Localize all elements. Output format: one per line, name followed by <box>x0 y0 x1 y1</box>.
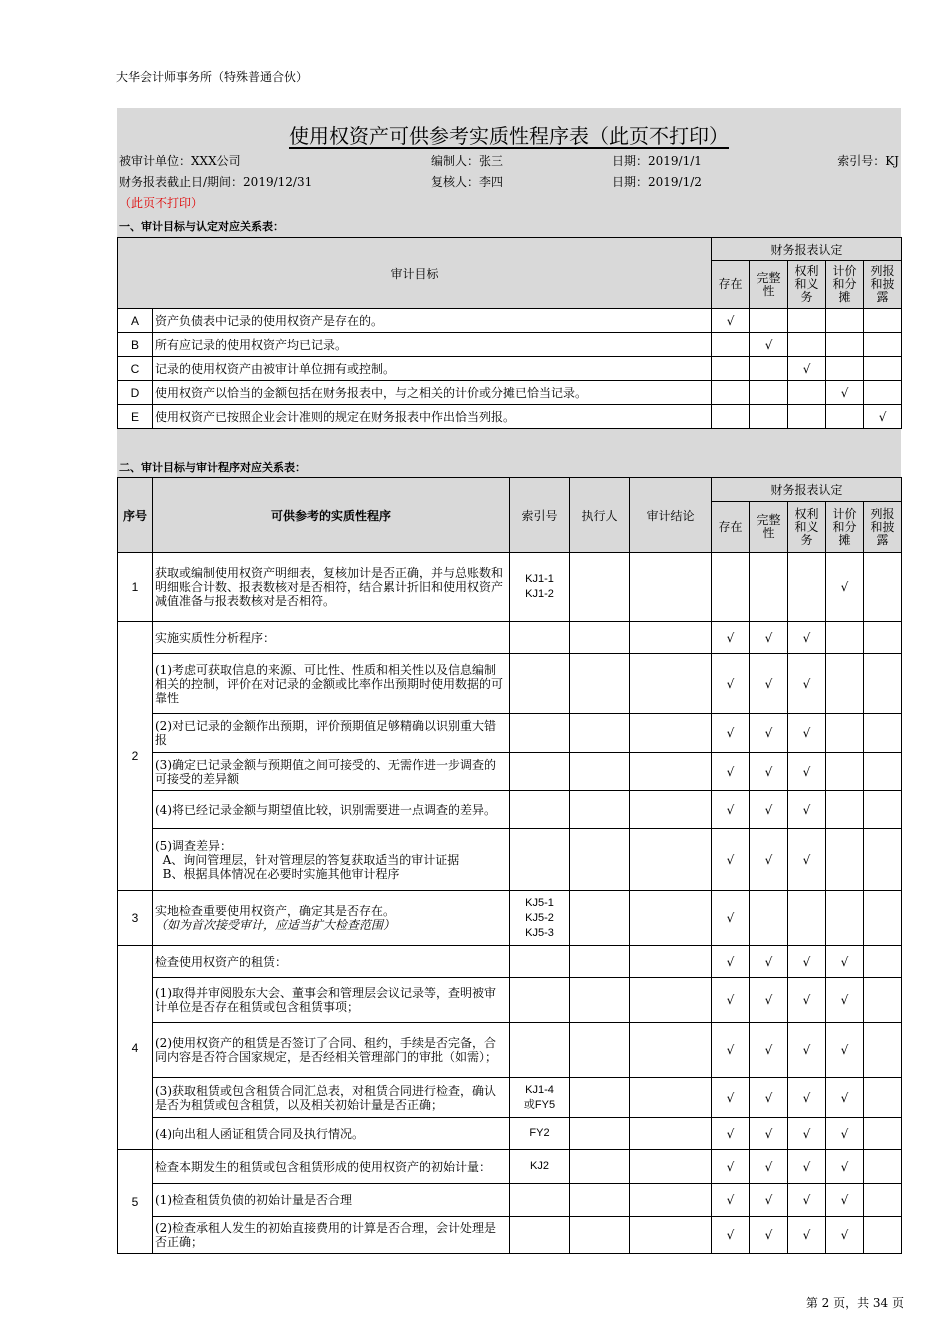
procedure-text <box>153 714 510 753</box>
procedure-text <box>153 1078 510 1118</box>
check-mark <box>750 553 788 622</box>
conclusion-cell <box>630 891 712 946</box>
check-mark <box>864 946 902 978</box>
check-mark <box>826 829 864 891</box>
procedure-index <box>510 622 570 654</box>
procedure-text-main: 检查本期发生的租赁或包含租赁形成的使用权资产的初始计量： <box>155 1159 492 1174</box>
procedure-text <box>153 553 510 622</box>
no-print-note: （此页不打印） <box>119 196 204 210</box>
goal-row <box>118 405 902 429</box>
check-mark: √ <box>712 946 750 978</box>
assertion-header: 完整 性 <box>750 502 788 553</box>
executor-cell <box>570 978 630 1023</box>
assertion-group-header: 财务报表认定 <box>712 238 902 261</box>
procedure-index <box>510 978 570 1023</box>
conclusion-cell <box>630 1078 712 1118</box>
goal-row <box>118 381 902 405</box>
check-mark: √ <box>712 791 750 829</box>
check-mark <box>750 891 788 946</box>
goal-id: A <box>118 309 153 333</box>
conclusion-cell <box>630 753 712 791</box>
procedure-row <box>118 791 902 829</box>
conclusion-cell <box>630 946 712 978</box>
check-mark: √ <box>712 1217 750 1254</box>
goal-id: E <box>118 405 153 429</box>
check-mark <box>826 891 864 946</box>
check-mark: √ <box>788 714 826 753</box>
goal-text: 资产负债表中记录的使用权资产是存在的。 <box>153 309 712 333</box>
section1-heading: 一、审计目标与认定对应关系表： <box>119 220 284 233</box>
procedure-text-main: (3)获取租赁或包含租赁合同汇总表，对租赁合同进行检查，确认是否为租赁或包含租赁，以及相关初始计量是否正确； <box>155 1083 497 1112</box>
procedure-index <box>510 946 570 978</box>
procedure-index: FY2 <box>510 1118 570 1150</box>
assertion-header: 权利 和义 务 <box>788 502 826 553</box>
page-title: 使用权资产可供参考实质性程序表（此页不打印） <box>289 124 729 148</box>
procedure-text-main: (3)确定已记录金额与预期值之间可接受的、无需作进一步调查的可接受的差异额 <box>155 757 497 786</box>
check-mark <box>864 978 902 1023</box>
procedure-text-main: 实地检查重要使用权资产，确定其是否存在。 <box>155 904 396 918</box>
check-mark: √ <box>712 309 750 333</box>
goal-row <box>118 357 902 381</box>
check-mark <box>864 1078 902 1118</box>
check-mark <box>788 553 826 622</box>
procedure-text <box>153 946 510 978</box>
procedure-text <box>153 1217 510 1254</box>
check-mark: √ <box>826 1078 864 1118</box>
procedure-text <box>153 622 510 654</box>
assertion-header: 完整 性 <box>750 261 788 309</box>
procedure-row <box>118 753 902 791</box>
check-mark: √ <box>712 1023 750 1078</box>
assertion-header: 计价 和分 摊 <box>826 502 864 553</box>
check-mark: √ <box>788 622 826 654</box>
check-mark <box>788 333 826 357</box>
procedure-text-main: (2)使用权资产的租赁是否签订了合同、租约，手续是否完备，合同内容是否符合国家规定，是否经相关管理部门的审批（如需）； <box>155 1036 498 1064</box>
procedure-row <box>118 654 902 714</box>
procedure-index <box>510 791 570 829</box>
col-no-header: 序号 <box>118 478 153 553</box>
goal-row <box>118 333 902 357</box>
procedure-index <box>510 1217 570 1254</box>
check-mark <box>826 654 864 714</box>
check-mark <box>826 405 864 429</box>
check-mark <box>826 622 864 654</box>
conclusion-cell <box>630 1023 712 1078</box>
check-mark: √ <box>826 381 864 405</box>
check-mark: √ <box>788 946 826 978</box>
procedure-text <box>153 753 510 791</box>
check-mark <box>826 791 864 829</box>
procedure-row <box>118 1217 902 1254</box>
procedure-text <box>153 1150 510 1184</box>
assertion-header: 列报 和披 露 <box>864 261 902 309</box>
col-conclusion-header: 审计结论 <box>630 478 712 553</box>
procedure-index: KJ1-1 KJ1-2 <box>510 553 570 622</box>
check-mark <box>864 553 902 622</box>
check-mark: √ <box>712 978 750 1023</box>
procedure-row <box>118 1150 902 1184</box>
check-mark: √ <box>788 1078 826 1118</box>
check-mark <box>788 381 826 405</box>
procedure-text <box>153 1118 510 1150</box>
col-index-header: 索引号 <box>510 478 570 553</box>
conclusion-cell <box>630 791 712 829</box>
procedure-row <box>118 829 902 891</box>
procedure-index <box>510 1184 570 1217</box>
check-mark: √ <box>712 891 750 946</box>
procedure-row <box>118 891 902 946</box>
executor-cell <box>570 622 630 654</box>
procedure-text-main: 检查使用权资产的租赁： <box>155 954 288 969</box>
check-mark: √ <box>826 946 864 978</box>
meta-period: 财务报表截止日/期间：2019/12/31 <box>119 175 313 189</box>
procedure-row <box>118 978 902 1023</box>
conclusion-cell <box>630 622 712 654</box>
procedure-text <box>153 829 510 891</box>
meta-date2: 日期：2019/1/2 <box>612 175 702 189</box>
check-mark <box>712 405 750 429</box>
col-executor-header: 执行人 <box>570 478 630 553</box>
check-mark <box>864 1184 902 1217</box>
check-mark: √ <box>788 753 826 791</box>
procedure-text-main: (1)检查租赁负债的初始计量是否合理 <box>155 1193 352 1207</box>
assertion-header: 存在 <box>712 502 750 553</box>
check-mark: √ <box>826 1118 864 1150</box>
executor-cell <box>570 1150 630 1184</box>
conclusion-cell <box>630 1118 712 1150</box>
page-footer: 第 2 页，共 34 页 <box>805 1296 904 1310</box>
check-mark <box>750 381 788 405</box>
procedure-index: KJ5-1 KJ5-2 KJ5-3 <box>510 891 570 946</box>
check-mark <box>864 829 902 891</box>
meta-client: 被审计单位：XXX公司 <box>119 154 241 168</box>
procedure-text-main: (5)调查差异： A、询问管理层，针对管理层的答复获取适当的审计证据 B、根据具体情况在必要时实施其他审计程序 <box>155 838 460 881</box>
check-mark <box>864 714 902 753</box>
check-mark: √ <box>750 622 788 654</box>
check-mark <box>864 1118 902 1150</box>
executor-cell <box>570 714 630 753</box>
assertion-header: 权利 和义 务 <box>788 261 826 309</box>
procedure-text <box>153 1184 510 1217</box>
procedure-row <box>118 1078 902 1118</box>
procedure-no: 3 <box>118 891 153 946</box>
executor-cell <box>570 1118 630 1150</box>
procedure-row <box>118 1118 902 1150</box>
check-mark: √ <box>788 1023 826 1078</box>
check-mark <box>864 791 902 829</box>
assertion-group-header-2: 财务报表认定 <box>712 478 902 502</box>
check-mark: √ <box>788 1217 826 1254</box>
executor-cell <box>570 1217 630 1254</box>
executor-cell <box>570 553 630 622</box>
conclusion-cell <box>630 1150 712 1184</box>
conclusion-cell <box>630 978 712 1023</box>
procedure-index: KJ1-4 或FY5 <box>510 1078 570 1118</box>
check-mark: √ <box>826 1023 864 1078</box>
conclusion-cell <box>630 1217 712 1254</box>
check-mark <box>826 753 864 791</box>
check-mark <box>864 1023 902 1078</box>
check-mark <box>864 333 902 357</box>
procedure-text-main: (1)取得并审阅股东大会、董事会和管理层会议记录等，查明被审计单位是否存在租赁或包含租赁事项； <box>155 986 497 1014</box>
check-mark: √ <box>712 714 750 753</box>
procedure-row <box>118 622 902 654</box>
check-mark: √ <box>750 753 788 791</box>
procedure-no: 2 <box>118 622 153 891</box>
goal-assertion-table <box>117 237 902 429</box>
goal-id: B <box>118 333 153 357</box>
goal-id: C <box>118 357 153 381</box>
check-mark <box>864 622 902 654</box>
procedure-row <box>118 553 902 622</box>
check-mark <box>750 357 788 381</box>
procedure-row <box>118 1023 902 1078</box>
conclusion-cell <box>630 714 712 753</box>
assertion-header: 列报 和披 露 <box>864 502 902 553</box>
check-mark <box>712 381 750 405</box>
check-mark: √ <box>712 654 750 714</box>
procedure-table <box>117 477 902 1254</box>
check-mark: √ <box>750 1217 788 1254</box>
check-mark <box>864 357 902 381</box>
check-mark <box>864 1150 902 1184</box>
procedure-index <box>510 714 570 753</box>
check-mark: √ <box>712 1078 750 1118</box>
assertion-header: 计价 和分 摊 <box>826 261 864 309</box>
check-mark <box>750 309 788 333</box>
executor-cell <box>570 1023 630 1078</box>
goal-text: 所有应记录的使用权资产均已记录。 <box>153 333 712 357</box>
procedure-text-main: 实施实质性分析程序： <box>155 630 276 645</box>
check-mark: √ <box>750 1150 788 1184</box>
meta-date1: 日期：2019/1/1 <box>612 154 702 168</box>
check-mark <box>712 357 750 381</box>
check-mark: √ <box>750 829 788 891</box>
executor-cell <box>570 654 630 714</box>
procedure-text-main: (1)考虑可获取信息的来源、可比性、性质和相关性以及信息编制相关的控制，评价在对记录的金额或比率作出预期时使用数据的可靠性 <box>155 662 504 705</box>
executor-cell <box>570 1078 630 1118</box>
check-mark <box>826 714 864 753</box>
check-mark: √ <box>826 978 864 1023</box>
check-mark <box>864 309 902 333</box>
goal-text: 使用权资产已按照企业会计准则的规定在财务报表中作出恰当列报。 <box>153 405 712 429</box>
check-mark: √ <box>712 1184 750 1217</box>
firm-name: 大华会计师事务所（特殊普通合伙） <box>116 70 309 84</box>
check-mark: √ <box>750 791 788 829</box>
goal-text: 记录的使用权资产由被审计单位拥有或控制。 <box>153 357 712 381</box>
check-mark <box>712 553 750 622</box>
check-mark: √ <box>712 829 750 891</box>
procedure-index <box>510 829 570 891</box>
procedure-no: 5 <box>118 1150 153 1254</box>
procedure-text-main: (4)向出租人函证租赁合同及执行情况。 <box>155 1126 364 1141</box>
check-mark <box>864 1217 902 1254</box>
procedure-text-main: (2)对已记录的金额作出预期，评价预期值足够精确以识别重大错报 <box>155 719 497 747</box>
check-mark: √ <box>712 1118 750 1150</box>
check-mark: √ <box>826 553 864 622</box>
conclusion-cell <box>630 829 712 891</box>
executor-cell <box>570 791 630 829</box>
procedure-text <box>153 1023 510 1078</box>
executor-cell <box>570 891 630 946</box>
goal-header: 审计目标 <box>118 238 712 309</box>
meta-reviewer: 复核人：李四 <box>431 175 504 189</box>
check-mark <box>864 381 902 405</box>
procedure-index <box>510 654 570 714</box>
procedure-row <box>118 946 902 978</box>
check-mark: √ <box>750 1023 788 1078</box>
check-mark: √ <box>788 791 826 829</box>
check-mark: √ <box>750 946 788 978</box>
procedure-text <box>153 891 510 946</box>
meta-preparer: 编制人：张三 <box>431 154 504 168</box>
procedure-text <box>153 978 510 1023</box>
check-mark: √ <box>750 1184 788 1217</box>
executor-cell <box>570 1184 630 1217</box>
conclusion-cell <box>630 654 712 714</box>
check-mark: √ <box>826 1217 864 1254</box>
executor-cell <box>570 829 630 891</box>
check-mark <box>788 309 826 333</box>
check-mark: √ <box>788 1184 826 1217</box>
check-mark: √ <box>788 1150 826 1184</box>
check-mark: √ <box>788 829 826 891</box>
procedure-index <box>510 753 570 791</box>
check-mark: √ <box>788 978 826 1023</box>
check-mark: √ <box>788 357 826 381</box>
check-mark: √ <box>750 1078 788 1118</box>
check-mark: √ <box>750 1118 788 1150</box>
procedure-no: 1 <box>118 553 153 622</box>
check-mark: √ <box>712 1150 750 1184</box>
check-mark: √ <box>712 622 750 654</box>
check-mark <box>826 333 864 357</box>
check-mark <box>864 891 902 946</box>
procedure-text <box>153 654 510 714</box>
section2-heading: 二、审计目标与审计程序对应关系表： <box>119 461 306 474</box>
check-mark: √ <box>826 1184 864 1217</box>
check-mark <box>826 357 864 381</box>
executor-cell <box>570 946 630 978</box>
procedure-index: KJ2 <box>510 1150 570 1184</box>
conclusion-cell <box>630 1184 712 1217</box>
goal-id: D <box>118 381 153 405</box>
procedure-index <box>510 1023 570 1078</box>
procedure-row <box>118 1184 902 1217</box>
check-mark: √ <box>826 1150 864 1184</box>
check-mark: √ <box>750 654 788 714</box>
check-mark <box>788 891 826 946</box>
procedure-text-main: (4)将已经记录金额与期望值比较，识别需要进一点调查的差异。 <box>155 802 497 817</box>
executor-cell <box>570 753 630 791</box>
col-procedure-header: 可供参考的实质性程序 <box>153 478 510 553</box>
check-mark <box>864 753 902 791</box>
worksheet <box>117 108 901 1254</box>
check-mark <box>712 333 750 357</box>
check-mark: √ <box>750 714 788 753</box>
check-mark <box>788 405 826 429</box>
check-mark <box>750 405 788 429</box>
procedure-text <box>153 791 510 829</box>
check-mark <box>864 654 902 714</box>
check-mark: √ <box>864 405 902 429</box>
check-mark: √ <box>750 978 788 1023</box>
goal-row <box>118 309 902 333</box>
procedure-text-note: （如为首次接受审计，应适当扩大检查范围） <box>155 918 396 932</box>
check-mark: √ <box>788 1118 826 1150</box>
procedure-text-main: 获取或编制使用权资产明细表，复核加计是否正确，并与总账数和明细账合计数、报表数核对是否相符，结合累计折旧和使用权资产减值准备与报表数核对是否相符。 <box>155 566 504 608</box>
procedure-row <box>118 714 902 753</box>
procedure-text-main: (2)检查承租人发生的初始直接费用的计算是否合理，会计处理是否正确； <box>155 1221 497 1249</box>
check-mark: √ <box>788 654 826 714</box>
assertion-header: 存在 <box>712 261 750 309</box>
meta-index: 索引号：KJ <box>837 154 899 168</box>
check-mark <box>826 309 864 333</box>
check-mark: √ <box>750 333 788 357</box>
conclusion-cell <box>630 553 712 622</box>
procedure-no: 4 <box>118 946 153 1150</box>
goal-text: 使用权资产以恰当的金额包括在财务报表中，与之相关的计价或分摊已恰当记录。 <box>153 381 712 405</box>
check-mark: √ <box>712 753 750 791</box>
